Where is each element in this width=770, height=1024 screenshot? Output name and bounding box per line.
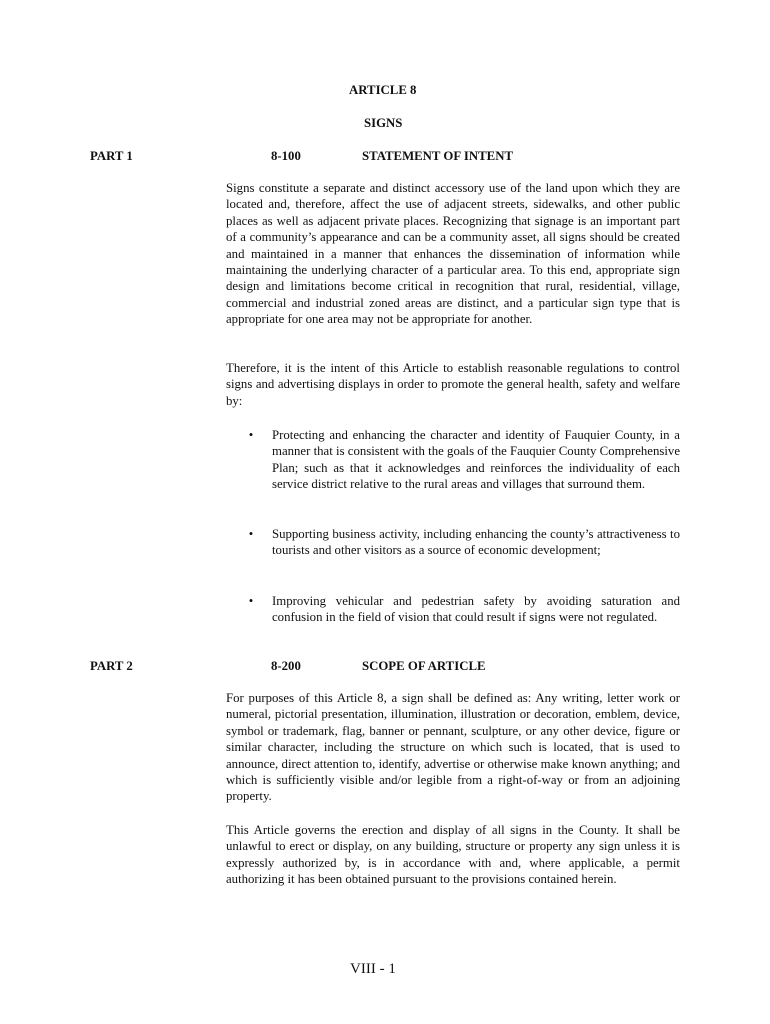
part1-paragraph-2: Therefore, it is the intent of this Article to establish reasonable regulations to control signs and advertising displays in order to promote the general health, safety and welfare by: bbox=[226, 361, 680, 408]
page-number: VIII - 1 bbox=[350, 961, 396, 977]
article-title: ARTICLE 8 bbox=[349, 83, 417, 97]
bullet-text: Protecting and enhancing the character and identity of Fauquier County, in a manner that is consistent with the goals of the Fauquier County Comprehensive Plan; such as that it acknowledges and reinforces the individuality of each service district relative to the rural areas and villages that surround them. bbox=[272, 428, 680, 492]
article-subtitle: SIGNS bbox=[364, 116, 403, 130]
part2-section-number: 8-200 bbox=[271, 659, 301, 673]
part2-section-title: SCOPE OF ARTICLE bbox=[362, 659, 486, 673]
part2-paragraph-2: This Article governs the erection and display of all signs in the County. It shall be unlawful to erect or display, on any building, structure or property any sign unless it is expressly authorized by, is in accordance with and, where applicable, a permit authorizing it has been obtained pursuant to the provisions contained herein. bbox=[226, 823, 680, 887]
bullet-text: Improving vehicular and pedestrian safety by avoiding saturation and confusion in the field of vision that could result if signs were not regulated. bbox=[272, 594, 680, 625]
part1-section-number: 8-100 bbox=[271, 149, 301, 163]
bullet-icon: • bbox=[248, 594, 254, 608]
part1-section-title: STATEMENT OF INTENT bbox=[362, 149, 513, 163]
part1-label: PART 1 bbox=[90, 149, 133, 163]
part1-paragraph-1: Signs constitute a separate and distinct accessory use of the land upon which they are located and, therefore, affect the use of adjacent streets, sidewalks, and other public places as well as adjacent private places. Recognizing that signage is an important part of a community’s appearance and can be a community asset, all signs should be created and maintained in a manner that enhances the dissemination of information while maintaining the underlying character of a particular area. To this end, appropriate sign design and limitations become critical in recognition that rural, residential, village, commercial and industrial zoned areas are distinct, and a particular sign type that is appropriate for one area may not be appropriate for another. bbox=[226, 181, 680, 327]
part2-label: PART 2 bbox=[90, 659, 133, 673]
bullet-text: Supporting business activity, including enhancing the county’s attractiveness to tourists and other visitors as a source of economic development; bbox=[272, 527, 680, 558]
bullet-icon: • bbox=[248, 527, 254, 541]
part2-paragraph-1: For purposes of this Article 8, a sign shall be defined as: Any writing, letter work or numeral, pictorial presentation, illumination, illustration or decoration, emblem, device, symbol or trademark, flag, banner or pennant, sculpture, or any other device, figure or similar character, including the structure on which such is located, that is used to announce, direct attention to, identify, advertise or otherwise make known anything; and which is sufficiently visible and/or legible from a right-of-way or from an adjoining property. bbox=[226, 691, 680, 804]
bullet-icon: • bbox=[248, 428, 254, 442]
